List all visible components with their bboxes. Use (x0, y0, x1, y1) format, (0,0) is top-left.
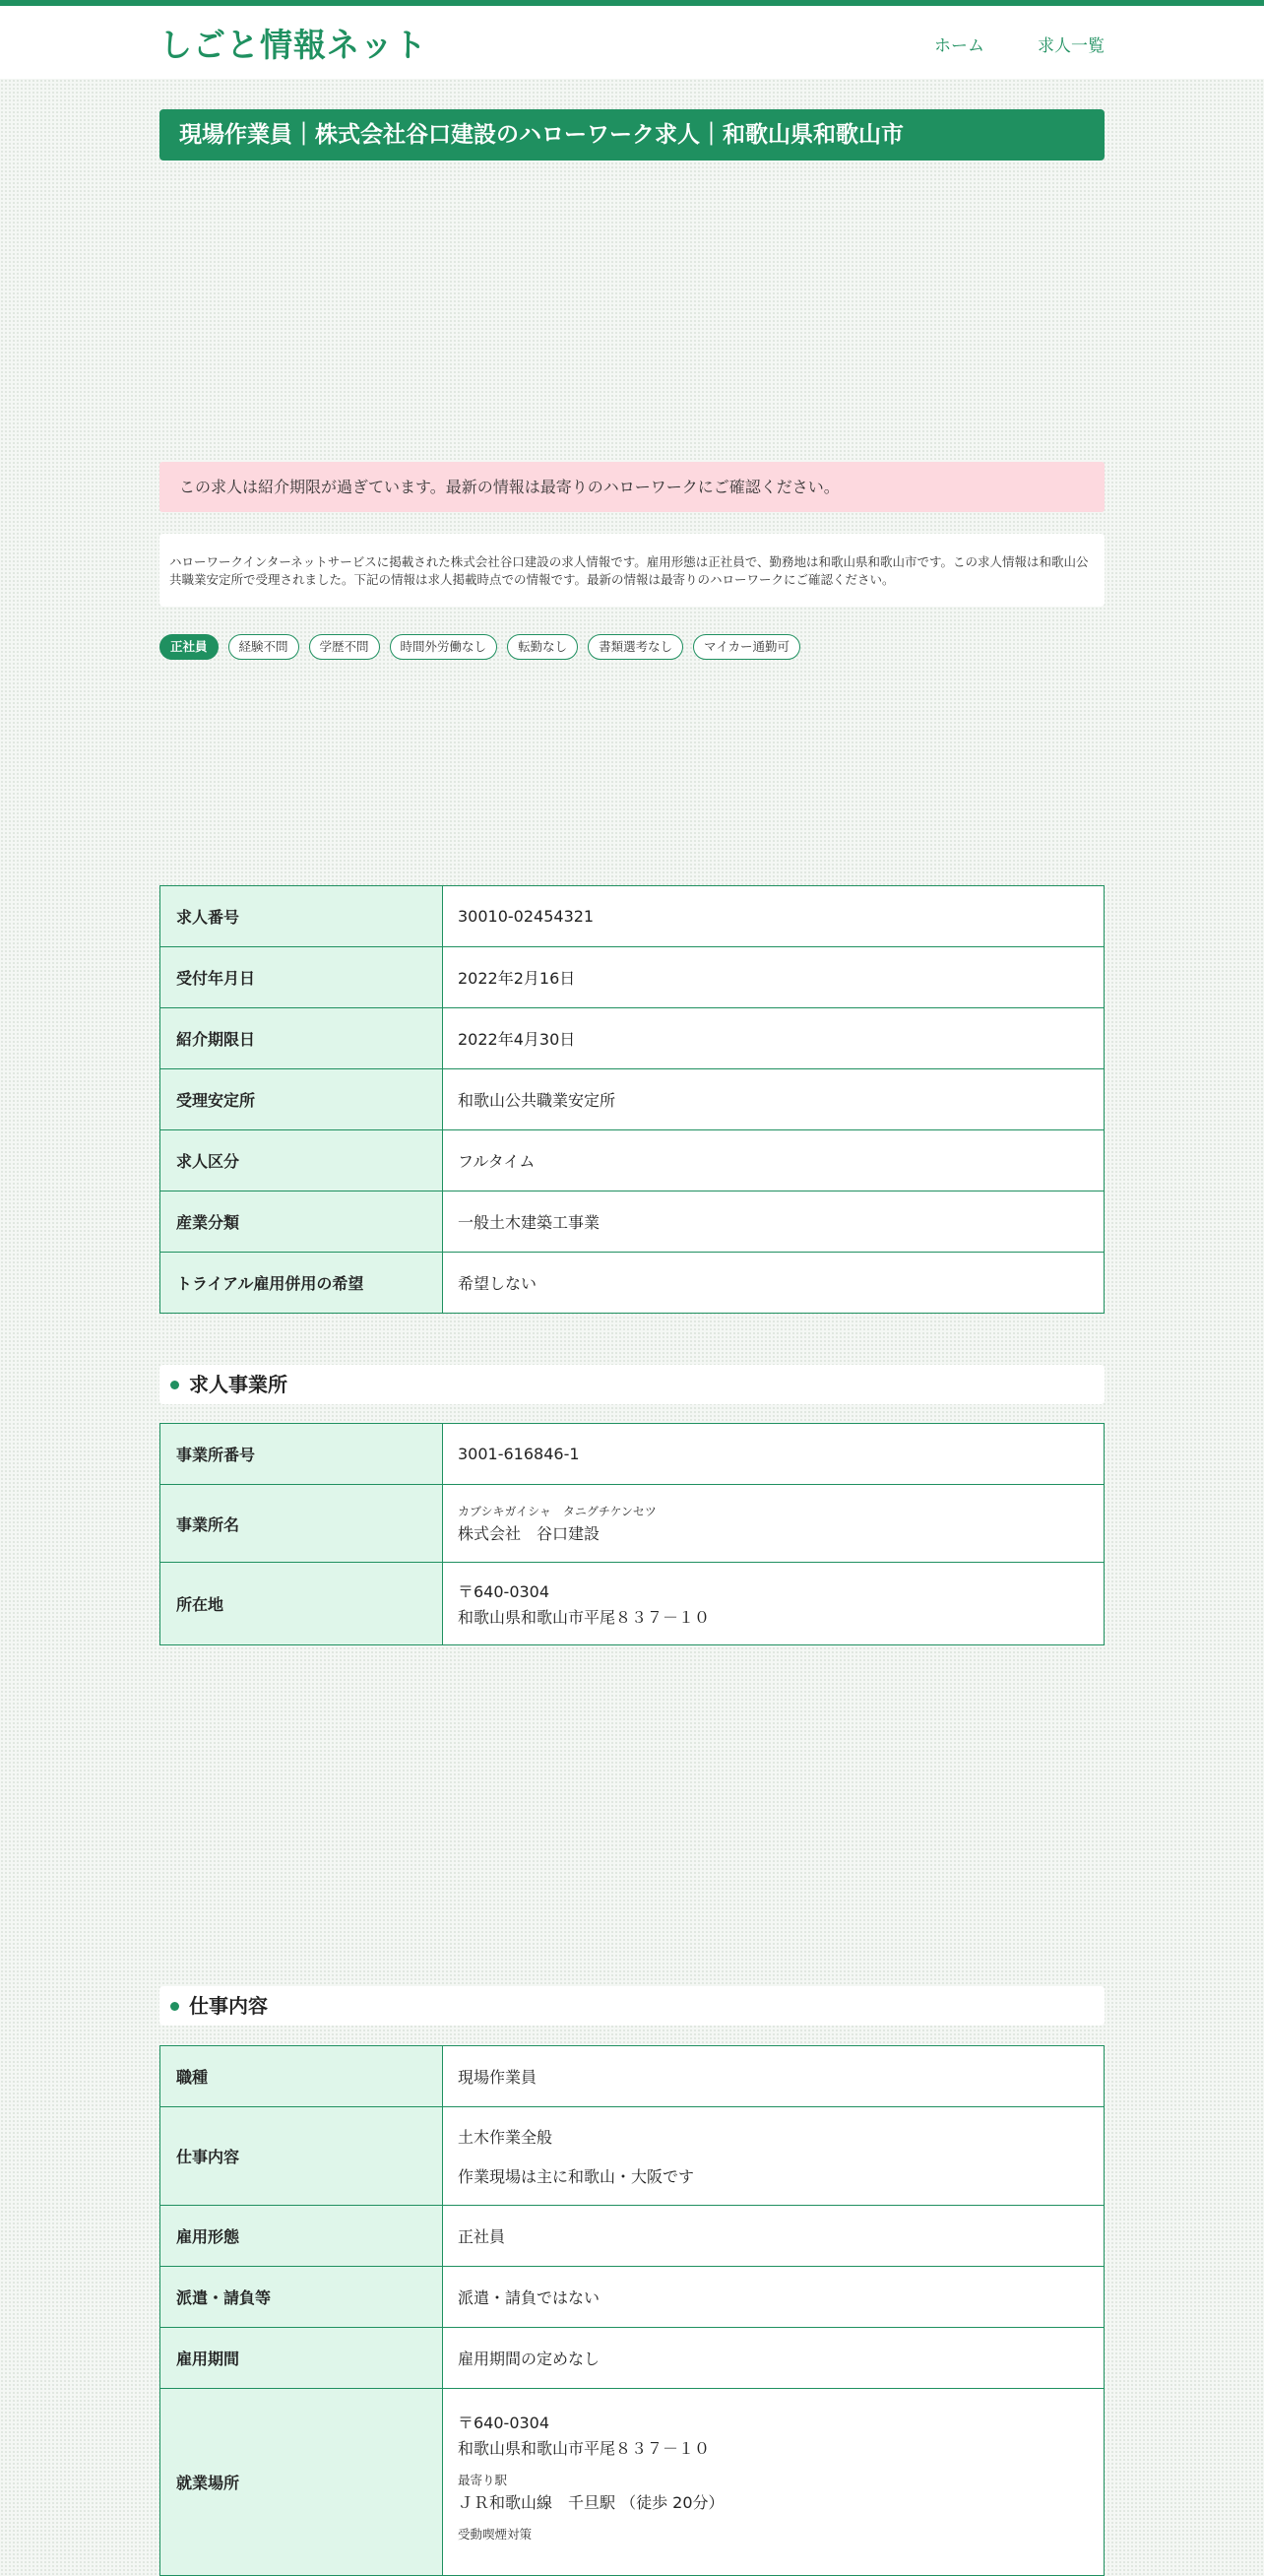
row-value: 雇用期間の定めなし (443, 2328, 1105, 2389)
tag-item: 時間外労働なし (390, 634, 498, 660)
table-row (160, 1563, 1105, 1645)
expired-alert: この求人は紹介期限が過ぎています。最新の情報は最寄りのハローワークにご確認ください。 (159, 462, 1105, 512)
table-row (160, 1191, 1105, 1253)
row-value: 一般土木建築工事業 (443, 1191, 1105, 1253)
table-row (160, 2107, 1105, 2206)
row-label: 求人区分 (160, 1130, 443, 1191)
tag-item: 学歴不問 (309, 634, 380, 660)
tag-item: 書類選考なし (588, 634, 683, 660)
section-heading-office (159, 1365, 1105, 1404)
section-heading-text: 仕事内容 (189, 1994, 268, 2018)
table-row (160, 2389, 1105, 2576)
row-label: 事業所名 (160, 1485, 443, 1563)
tag-item: マイカー通勤可 (693, 634, 800, 660)
row-value (443, 2389, 1105, 2576)
main-nav (934, 32, 1105, 56)
nearest-station: ＪＲ和歌山線 千旦駅 （徒歩 20分） (458, 2493, 725, 2512)
basic-info-table (159, 885, 1105, 1314)
section-heading-job (159, 1986, 1105, 2026)
row-value: 3001-616846-1 (443, 1424, 1105, 1485)
table-row (160, 2206, 1105, 2267)
tag-item: 正社員 (159, 634, 219, 660)
row-label: トライアル雇用併用の希望 (160, 1253, 443, 1314)
nearest-station-label: 最寄り駅 (458, 2473, 508, 2487)
job-content-line: 作業現場は主に和歌山・大阪です (458, 2167, 695, 2186)
row-value: 正社員 (443, 2206, 1105, 2267)
row-value (443, 2107, 1105, 2206)
bullet-dot-icon (170, 1381, 179, 1389)
row-label: 就業場所 (160, 2389, 443, 2576)
table-row (160, 1130, 1105, 1191)
table-row (160, 1069, 1105, 1130)
row-label: 求人番号 (160, 886, 443, 947)
table-row (160, 1253, 1105, 1314)
row-value: 2022年4月30日 (443, 1008, 1105, 1069)
row-value (443, 1485, 1105, 1563)
site-header (0, 6, 1264, 79)
row-value: 2022年2月16日 (443, 947, 1105, 1008)
smoking-policy-label: 受動喫煙対策 (458, 2527, 533, 2542)
postal-code: 〒640-0304 (458, 1582, 550, 1601)
table-row (160, 886, 1105, 947)
table-row (160, 1008, 1105, 1069)
row-label: 産業分類 (160, 1191, 443, 1253)
table-row (160, 1485, 1105, 1563)
row-label: 受理安定所 (160, 1069, 443, 1130)
address-text: 和歌山県和歌山市平尾８３７－１０ (458, 2439, 711, 2458)
company-name-kana: カブシキガイシャ タニグチケンセツ (458, 1505, 657, 1518)
nav-job-list-link[interactable]: 求人一覧 (1038, 36, 1105, 56)
row-value: フルタイム (443, 1130, 1105, 1191)
tag-item: 経験不問 (228, 634, 299, 660)
row-label: 雇用期間 (160, 2328, 443, 2389)
job-content-line: 土木作業全般 (458, 2128, 553, 2147)
row-value: 希望しない (443, 1253, 1105, 1314)
tag-item: 転勤なし (507, 634, 578, 660)
row-value: 現場作業員 (443, 2046, 1105, 2107)
row-label: 所在地 (160, 1563, 443, 1645)
bullet-dot-icon (170, 2002, 179, 2011)
table-row (160, 2267, 1105, 2328)
row-label: 派遣・請負等 (160, 2267, 443, 2328)
row-label: 受付年月日 (160, 947, 443, 1008)
job-info-table (159, 2045, 1105, 2576)
row-label: 雇用形態 (160, 2206, 443, 2267)
site-logo[interactable]: しごと情報ネット (159, 26, 427, 64)
row-value: 和歌山公共職業安定所 (443, 1069, 1105, 1130)
page-title: 現場作業員｜株式会社谷口建設のハローワーク求人｜和歌山県和歌山市 (159, 109, 1105, 161)
section-heading-text: 求人事業所 (189, 1373, 287, 1396)
row-label: 事業所番号 (160, 1424, 443, 1485)
table-row (160, 2328, 1105, 2389)
address-text: 和歌山県和歌山市平尾８３７－１０ (458, 1608, 711, 1627)
row-label: 仕事内容 (160, 2107, 443, 2206)
tag-list (159, 634, 1105, 660)
row-label: 職種 (160, 2046, 443, 2107)
table-row (160, 1424, 1105, 1485)
postal-code: 〒640-0304 (458, 2414, 550, 2432)
job-description-summary: ハローワークインターネットサービスに掲載された株式会社谷口建設の求人情報です。雇用形態は正社員で、勤務地は和歌山県和歌山市です。この求人情報は和歌山公共職業安定所で受理されました。下記の情報は求人掲載時点での情報です。最新の情報は最寄りのハローワークにご確認ください。 (159, 534, 1105, 607)
table-row (160, 2046, 1105, 2107)
row-value: 派遣・請負ではない (443, 2267, 1105, 2328)
company-name: 株式会社 谷口建設 (458, 1524, 600, 1543)
row-value (443, 1563, 1105, 1645)
nav-home-link[interactable]: ホーム (934, 36, 984, 56)
office-info-table (159, 1423, 1105, 1645)
row-label: 紹介期限日 (160, 1008, 443, 1069)
row-value: 30010-02454321 (443, 886, 1105, 947)
table-row (160, 947, 1105, 1008)
